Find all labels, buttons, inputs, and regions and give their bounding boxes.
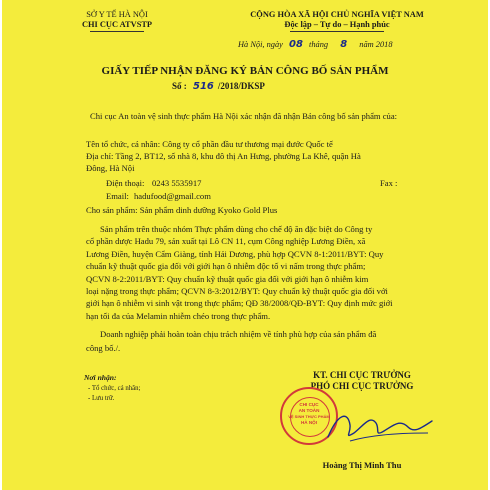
paragraph-line: giới hạn ô nhiễm vi sinh vật trong thực phẩm; QĐ 38/2008/QĐ-BYT: Quy định mức giới	[86, 298, 393, 309]
responsibility-line-2: công bố./.	[86, 343, 121, 353]
recipients-title: Nơi nhận:	[84, 373, 117, 382]
org-address-1: Địa chỉ: Tầng 2, BT12, số nhà 8, khu đô thị An Hưng, phường La Khê, quận Hà	[86, 151, 361, 161]
signature-title-2: PHÓ CHI CỤC TRƯỞNG	[310, 381, 414, 391]
agency-name: CHI CỤC ATVSTP	[81, 20, 153, 29]
date-line	[238, 39, 393, 50]
phone-label: Điện thoại:	[106, 178, 145, 188]
org-address-2: Đông, Hà Nội	[86, 163, 135, 173]
stamp-line: AN TOÀN	[298, 408, 320, 413]
date-day: 08	[289, 39, 303, 50]
fax-label: Fax :	[380, 178, 398, 188]
national-title: CỘNG HÒA XÃ HỘI CHỦ NGHĨA VIỆT NAM	[250, 10, 424, 19]
intro-paragraph: Chi cục An toàn vệ sinh thực phẩm Hà Nội xác nhận đã nhận Bản công bố sản phẩm của:	[90, 111, 398, 121]
date-year: năm 2018	[359, 40, 393, 49]
date-place: Hà Nội, ngày	[238, 40, 283, 49]
paragraph-line: cổ phần dược Hadu 79, sản xuất tại Lô CN 11, cụm Công nghiệp Lương Điền, xã	[86, 236, 366, 247]
phone-value: 0243 5535917	[152, 178, 202, 188]
main-paragraph	[86, 223, 416, 322]
signature-title-1: KT. CHI CỤC TRƯỞNG	[313, 370, 411, 380]
document-number	[172, 81, 265, 92]
date-month-label: tháng	[309, 40, 329, 49]
number-value: 516	[193, 81, 214, 92]
paragraph-line: Sản phẩm trên thuộc nhóm Thực phẩm dùng cho chế độ ăn đặc biệt do Công ty	[100, 224, 373, 234]
national-motto: Độc lập – Tự do – Hạnh phúc	[284, 20, 390, 29]
recipient-item: - Lưu trữ.	[88, 395, 115, 402]
number-suffix: /2018/DKSP	[217, 81, 265, 91]
org-name: Tên tổ chức, cá nhân: Công ty cổ phần đầu tư thương mại đước Quốc tế	[86, 139, 333, 149]
product-line: Cho sản phẩm: Sản phẩm dinh dưỡng Kyoko Gold Plus	[86, 205, 278, 215]
paragraph-line: chuẩn kỹ thuật quốc gia đối với giới hạn ô nhiễm độc tố vi nấm trong thực phẩm;	[86, 261, 366, 272]
paragraph-line: QCVN 8-2:2011/BYT: Quy chuẩn kỹ thuật quốc gia đối với giới hạn ô nhiễm kim	[86, 273, 369, 284]
paragraph-line: Lương Điền, huyện Cẩm Giàng, tỉnh Hải Dương, phù hợp QCVN 8-1:2011/BYT: Quy	[86, 248, 384, 259]
header-right-underline	[290, 31, 384, 32]
paragraph-line: hạn tối đa của Melamin nhiễm chéo trong thực phẩm.	[86, 310, 271, 321]
date-month: 8	[340, 39, 348, 50]
document-title: GIẤY TIẾP NHẬN ĐĂNG KÝ BẢN CÔNG BỐ SẢN PHẨM	[101, 65, 389, 77]
stamp-line: HÀ NỘI	[300, 420, 318, 425]
number-prefix: Số :	[172, 81, 187, 91]
header-left-underline	[90, 31, 144, 32]
stamp-line: CHI CỤC	[299, 402, 319, 407]
signer-name: Hoàng Thị Minh Thu	[322, 460, 402, 470]
paragraph-line: loại nặng trong thực phẩm; QCVN 8-3:2012/BYT: Quy chuẩn kỹ thuật quốc gia đối với	[86, 286, 388, 297]
email-value: hadufood@gmail.com	[134, 191, 211, 201]
recipient-item: - Tổ chức, cá nhân;	[88, 385, 141, 392]
handwritten-signature	[320, 403, 440, 453]
stamp-line: VỆ SINH THỰC PHẨM	[288, 414, 330, 419]
responsibility-line-1: Doanh nghiệp phải hoàn toàn chịu trách nhiệm về tính phù hợp của sản phẩm đã	[100, 329, 377, 339]
document-page	[2, 0, 488, 490]
ministry-name: SỞ Y TẾ HÀ NỘI	[86, 10, 148, 19]
email-label: Email:	[106, 191, 129, 201]
